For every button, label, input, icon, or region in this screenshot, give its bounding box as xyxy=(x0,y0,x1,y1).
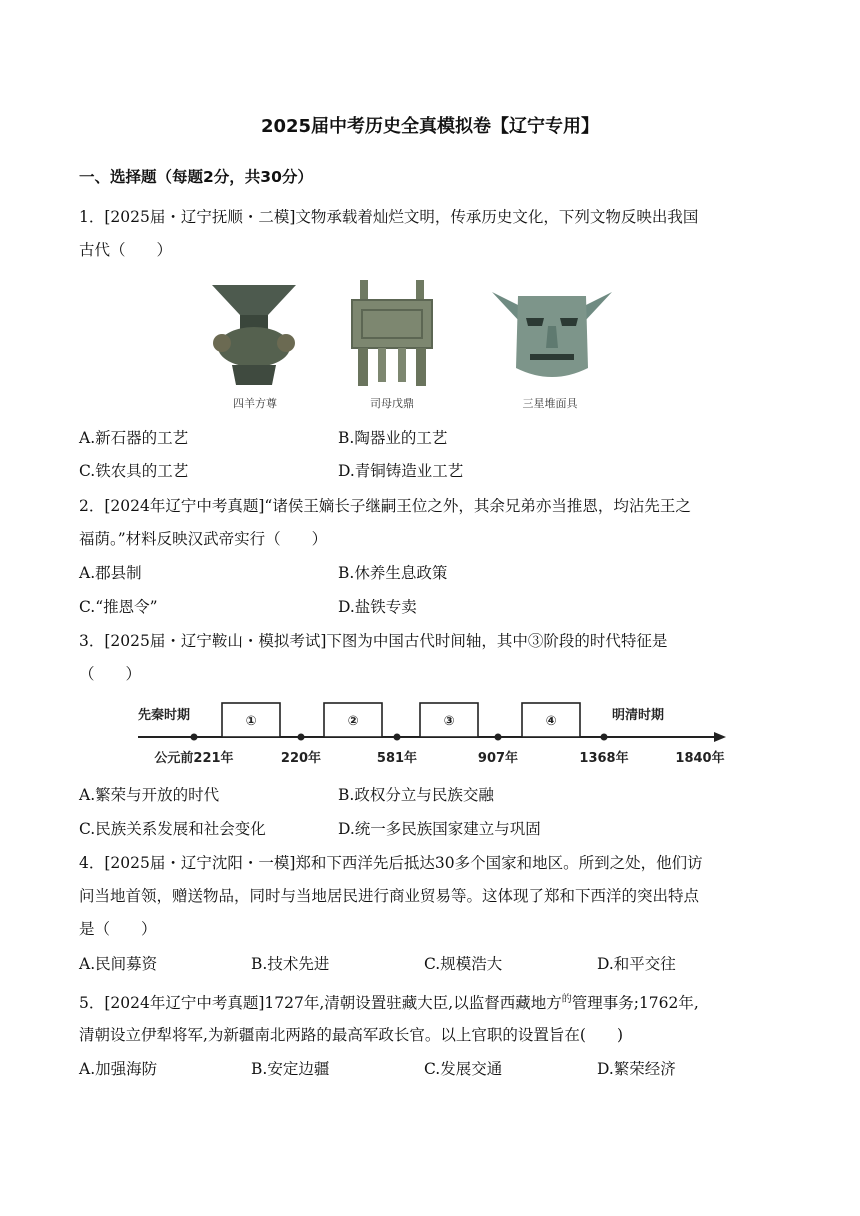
caption-simuwu-ding: 司母戊鼎 xyxy=(370,397,414,410)
timeline-box-2-label: ② xyxy=(347,714,359,729)
caption-sanxingdui-mask: 三星堆面具 xyxy=(522,397,578,410)
q5-option-a: A.加强海防 xyxy=(79,1060,158,1078)
q1-option-c: C.铁农具的工艺 xyxy=(79,462,189,480)
timeline-label-pre-qin: 先秦时期 xyxy=(138,708,191,723)
q5-option-c: C.发展交通 xyxy=(424,1060,503,1078)
q5-stem-line1-part1: 5．[2024年辽宁中考真题]1727年,清朝设置驻藏大臣,以监督西藏地方 xyxy=(79,994,562,1013)
q1-stem-line2: 古代（ ） xyxy=(79,241,173,259)
q4-option-a: A.民间募资 xyxy=(79,955,158,973)
timeline-tick xyxy=(495,734,502,741)
timeline-tick xyxy=(191,734,198,741)
q3-option-b: B.政权分立与民族交融 xyxy=(338,786,494,804)
q1-option-d: D.青铜铸造业工艺 xyxy=(338,462,464,480)
q5-stem-line2: 清朝设立伊犁将军,为新疆南北两路的最高军政长官。以上官职的设置旨在( ) xyxy=(79,1026,624,1044)
q5-option-d: D.繁荣经济 xyxy=(597,1060,676,1078)
q2-option-c: C.“推恩令” xyxy=(79,598,158,616)
q4-stem-line3: 是（ ） xyxy=(79,920,157,938)
q2-stem-line1: 2．[2024年辽宁中考真题]“诸侯王嫡长子继嗣王位之外，其余兄弟亦当推恩，均沾先王之 xyxy=(79,497,691,515)
four-ram-zun-image xyxy=(208,281,300,389)
timeline-arrow xyxy=(714,732,726,742)
q4-stem-line2: 问当地首领，赠送物品，同时与当地居民进行商业贸易等。这体现了郑和下西洋的突出特点 xyxy=(79,887,700,905)
q3-option-d: D.统一多民族国家建立与巩固 xyxy=(338,820,541,838)
simuwu-ding-image xyxy=(350,278,434,390)
q4-option-d: D.和平交往 xyxy=(597,955,676,973)
sanxingdui-mask-image xyxy=(490,282,614,386)
q3-stem-line2: （ ） xyxy=(79,665,142,683)
timeline-box-4-label: ④ xyxy=(545,714,557,729)
timeline-box-3-label: ③ xyxy=(443,714,455,729)
timeline-box-1-label: ① xyxy=(245,714,257,729)
q3-stem-line1: 3．[2025届・辽宁鞍山・模拟考试]下图为中国古代时间轴，其中③阶段的时代特征是 xyxy=(79,632,668,650)
caption-four-ram-zun: 四羊方尊 xyxy=(233,397,277,410)
q5-stem-line1 xyxy=(79,990,699,1013)
q4-option-c: C.规模浩大 xyxy=(424,955,503,973)
timeline-tick-label: 907年 xyxy=(477,751,519,766)
q3-option-c: C.民族关系发展和社会变化 xyxy=(79,820,266,838)
q5-stem-line1-part2: 管理事务;1762年, xyxy=(571,994,699,1013)
q2-option-a: A.郡县制 xyxy=(79,564,142,582)
q1-stem-line1: 1．[2025届・辽宁抚顺・二模]文物承载着灿烂文明，传承历史文化，下列文物反映出我国 xyxy=(79,208,699,226)
q1-option-a: A.新石器的工艺 xyxy=(79,429,189,447)
section-heading: 一、选择题（每题2分，共30分） xyxy=(79,168,313,186)
q4-stem-line1: 4．[2025届・辽宁沈阳・一模]郑和下西洋先后抵达30多个国家和地区。所到之处，他们访 xyxy=(79,854,703,872)
q3-option-a: A.繁荣与开放的时代 xyxy=(79,786,220,804)
q2-option-b: B.休养生息政策 xyxy=(338,564,448,582)
timeline-figure xyxy=(130,693,730,773)
q5-option-b: B.安定边疆 xyxy=(251,1060,330,1078)
timeline-tick-label: 581年 xyxy=(376,751,418,766)
q2-option-d: D.盐铁专卖 xyxy=(338,598,417,616)
timeline-tick-label: 公元前221年 xyxy=(154,751,234,766)
timeline-tick xyxy=(601,734,608,741)
timeline-tick-label: 220年 xyxy=(280,751,322,766)
timeline-tick xyxy=(394,734,401,741)
q5-stem-superscript: 的 xyxy=(561,994,572,1005)
q1-option-b: B.陶器业的工艺 xyxy=(338,429,448,447)
document-title: 2025届中考历史全真模拟卷【辽宁专用】 xyxy=(260,116,600,137)
timeline-label-ming-qing: 明清时期 xyxy=(612,708,665,723)
timeline-tick-label: 1840年 xyxy=(675,751,725,766)
q4-option-b: B.技术先进 xyxy=(251,955,330,973)
timeline-tick-label: 1368年 xyxy=(579,751,629,766)
q2-stem-line2: 福荫。”材料反映汉武帝实行（ ） xyxy=(79,530,328,548)
timeline-tick xyxy=(298,734,305,741)
